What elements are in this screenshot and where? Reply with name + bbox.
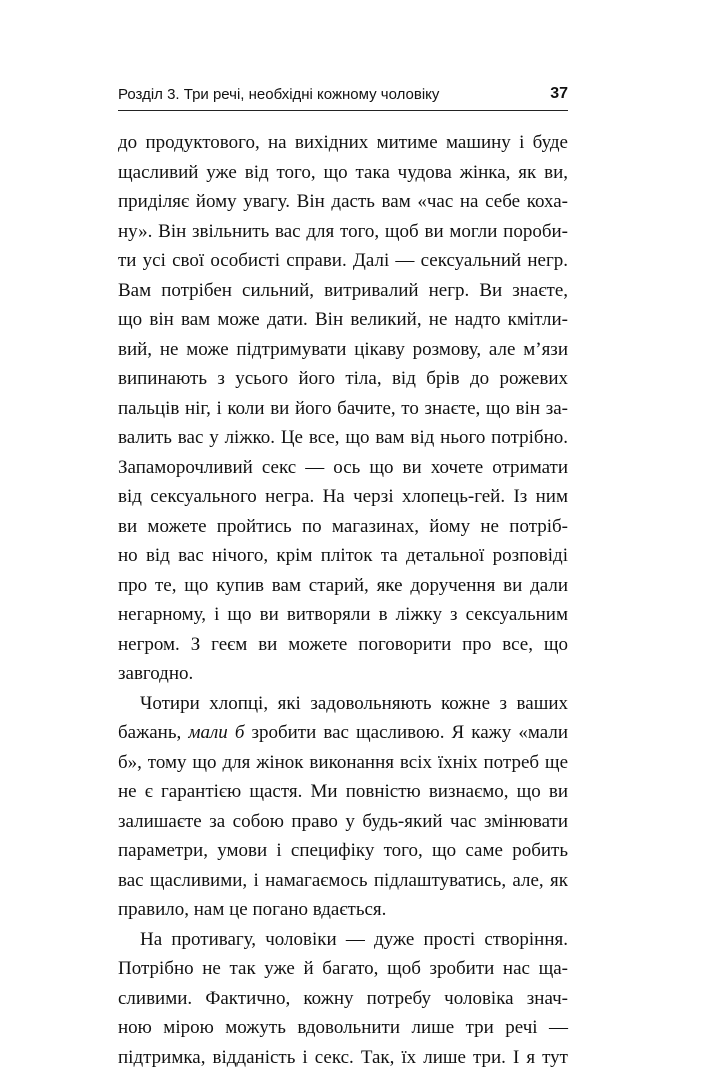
text-line: параметри, умови і специфіку того, що саме робить xyxy=(118,836,568,866)
text-line: не є гарантією щастя. Ми повністю визнаємо, що ви xyxy=(118,777,568,807)
page-number: 37 xyxy=(550,85,568,103)
text-line: негром. З геєм ви можете поговорити про все, що xyxy=(118,630,568,660)
text-line: завгодно. xyxy=(118,659,568,689)
text-line: залишаєте за собою право у будь-який час змінювати xyxy=(118,807,568,837)
text-line: сливими. Фактично, кожну потребу чоловіка знач- xyxy=(118,984,568,1014)
text-line: ти усі свої особисті справи. Далі — сексуальний негр. xyxy=(118,246,568,276)
text-line: Запаморочливий секс — ось що ви хочете отримати xyxy=(118,453,568,483)
paragraph xyxy=(118,689,568,925)
text-line xyxy=(118,718,568,748)
text-segment: зробити вас щасливою. Я кажу «мали xyxy=(251,722,568,743)
text-line: підтримка, відданість і секс. Так, їх лише три. І я тут xyxy=(118,1043,568,1072)
text-line: до продуктового, на вихідних митиме машину і буде xyxy=(118,128,568,158)
text-line: про те, що купив вам старий, яке доручення ви дали xyxy=(118,571,568,601)
paragraph xyxy=(118,925,568,1072)
chapter-title: Розділ 3. Три речі, необхідні кожному чоловіку xyxy=(118,86,439,103)
text-line: від сексуального негра. На черзі хлопець-гей. Із ним xyxy=(118,482,568,512)
body-text xyxy=(118,128,568,1072)
emphasis-text: мали б xyxy=(188,722,244,743)
text-line: Чотири хлопці, які задовольняють кожне з ваших xyxy=(118,689,568,719)
text-line: випинають з усього його тіла, від брів до рожевих xyxy=(118,364,568,394)
text-line: На противагу, чоловіки — дуже прості створіння. xyxy=(118,925,568,955)
text-line: но від вас нічого, крім пліток та детальної розповіді xyxy=(118,541,568,571)
text-line: приділяє йому увагу. Він дасть вам «час на себе коха- xyxy=(118,187,568,217)
text-line: вас щасливими, і намагаємось підлаштуватись, але, як xyxy=(118,866,568,896)
text-line: що він вам може дати. Він великий, не надто кмітли- xyxy=(118,305,568,335)
text-line: Вам потрібен сильний, витривалий негр. Ви знаєте, xyxy=(118,276,568,306)
text-line: б», тому що для жінок виконання всіх їхніх потреб ще xyxy=(118,748,568,778)
text-line: вий, не може підтримувати цікаву розмову, але м’язи xyxy=(118,335,568,365)
running-header xyxy=(118,84,568,111)
text-line: щасливий уже від того, що така чудова жінка, як ви, xyxy=(118,158,568,188)
text-line: Потрібно не так уже й багато, щоб зробити нас ща- xyxy=(118,954,568,984)
text-segment: бажань, xyxy=(118,722,181,743)
text-line: валить вас у ліжко. Це все, що вам від нього потрібно. xyxy=(118,423,568,453)
text-line: негарному, і що ви витворяли в ліжку з сексуальним xyxy=(118,600,568,630)
text-line: правило, нам це погано вдається. xyxy=(118,895,568,925)
text-line: ви можете пройтись по магазинах, йому не потріб- xyxy=(118,512,568,542)
text-line: ну». Він звільнить вас для того, щоб ви могли пороби- xyxy=(118,217,568,247)
paragraph xyxy=(118,128,568,689)
text-line: ною мірою можуть вдовольнити лише три речі — xyxy=(118,1013,568,1043)
text-line: пальців ніг, і коли ви його бачите, то знаєте, що він за- xyxy=(118,394,568,424)
